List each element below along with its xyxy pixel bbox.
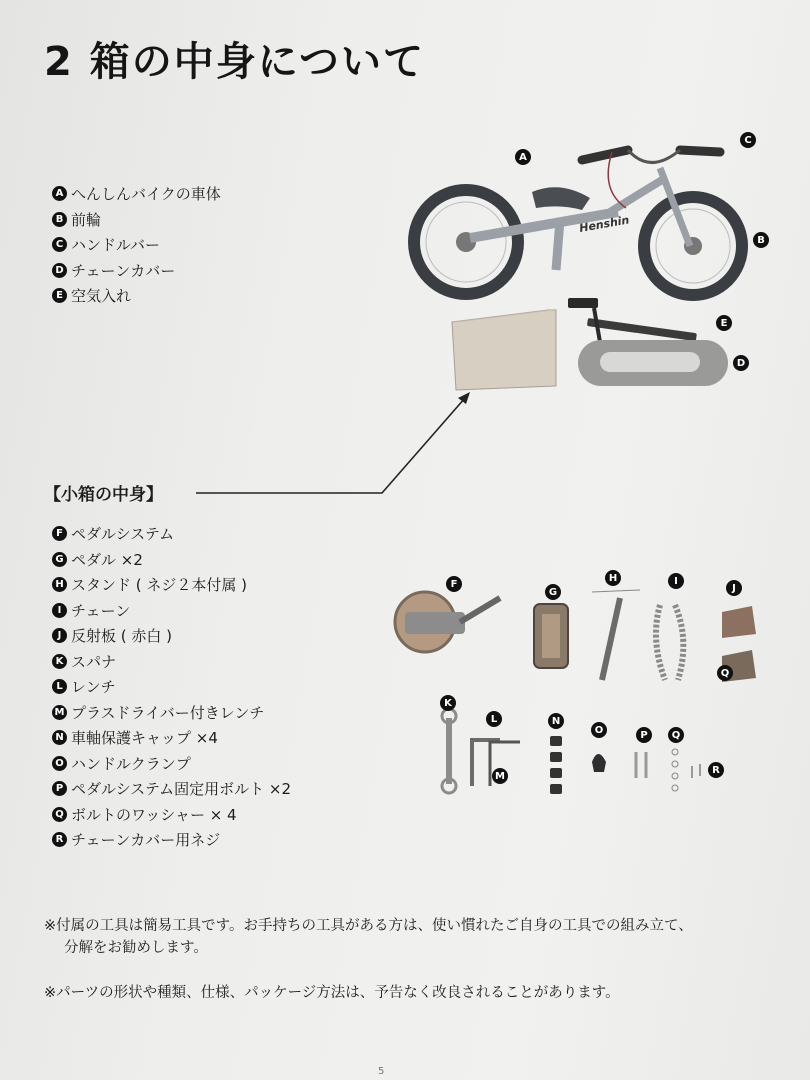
item-label: ペダルシステム固定用ボルト ×2	[71, 780, 292, 799]
clamp-image	[592, 754, 606, 772]
bike-image	[414, 150, 742, 295]
item-label: チェーン	[71, 601, 131, 620]
letter-badge: F	[52, 526, 67, 541]
callout-k: K	[440, 695, 456, 711]
washers-image	[672, 749, 678, 791]
callout-n: N	[548, 713, 564, 729]
small-box-heading: 【小箱の中身】	[44, 485, 163, 505]
leader-arrow	[196, 392, 470, 493]
callout-q2: Q	[717, 665, 733, 681]
callout-o: O	[591, 722, 607, 738]
item-label: ハンドルクランプ	[71, 754, 191, 773]
item-label: 空気入れ	[71, 287, 132, 306]
letter-badge: P	[52, 781, 67, 796]
letter-badge: A	[52, 186, 67, 201]
item-label: へんしんバイクの車体	[71, 185, 221, 204]
callout-i: I	[668, 573, 684, 589]
callout-m: M	[492, 768, 508, 784]
letter-badge: M	[52, 705, 67, 720]
letter-badge: G	[52, 552, 67, 567]
small-box-image	[452, 310, 556, 390]
letter-badge: E	[52, 288, 67, 303]
callout-e: E	[716, 315, 732, 331]
callout-f: F	[446, 576, 462, 592]
item-label: プラスドライバー付きレンチ	[71, 703, 265, 722]
item-label: チェーンカバー用ネジ	[71, 831, 221, 850]
bolts-image	[636, 752, 646, 778]
pedal-system-image	[395, 592, 500, 652]
letter-badge: H	[52, 577, 67, 592]
axle-caps-image	[550, 736, 562, 794]
item-label: レンチ	[71, 678, 116, 697]
page-number: 5	[378, 1066, 385, 1077]
callout-a: A	[515, 149, 531, 165]
spanner-image	[442, 709, 456, 793]
letter-badge: D	[52, 263, 67, 278]
note-tools	[44, 915, 693, 959]
letter-badge: Q	[52, 807, 67, 822]
letter-badge: N	[52, 730, 67, 745]
item-label: スタンド ( ネジ２本付属 )	[71, 576, 248, 595]
callout-l: L	[486, 711, 502, 727]
callout-b: B	[753, 232, 769, 248]
letter-badge: C	[52, 237, 67, 252]
letter-badge: R	[52, 832, 67, 847]
item-label: 車軸保護キャップ ×4	[71, 729, 218, 748]
bike-brand: Henshin	[578, 213, 631, 235]
note-parts: ※パーツの形状や種類、仕様、パッケージ方法は、予告なく改良されることがあります。	[44, 985, 620, 1001]
screws-image	[692, 764, 700, 778]
callout-d: D	[733, 355, 749, 371]
letter-badge: I	[52, 603, 67, 618]
item-label: ペダル ×2	[71, 550, 143, 569]
pedal-image	[534, 604, 568, 668]
letter-badge: L	[52, 679, 67, 694]
item-label: ボルトのワッシャー × 4	[71, 805, 237, 824]
callout-p: P	[636, 727, 652, 743]
item-label: チェーンカバー	[71, 261, 176, 280]
note-tools-line1: ※付属の工具は簡易工具です。お手持ちの工具がある方は、使い慣れたご自身の工具での組み立て、	[44, 918, 693, 934]
page-title: 2 箱の中身について	[44, 39, 425, 85]
stand-image	[592, 590, 640, 680]
callout-g: G	[545, 584, 561, 600]
chain-image	[656, 605, 683, 680]
letter-badge: O	[52, 756, 67, 771]
callout-h: H	[605, 570, 621, 586]
item-label: 前輪	[71, 210, 102, 229]
item-label: スパナ	[71, 652, 117, 671]
letter-badge: J	[52, 628, 67, 643]
item-label: 反射板 ( 赤白 )	[71, 627, 173, 646]
callout-r: R	[708, 762, 724, 778]
letter-badge: B	[52, 212, 67, 227]
chain-cover-image	[578, 340, 728, 386]
pump-image	[568, 298, 697, 342]
note-tools-line2: 分解をお勧めします。	[64, 940, 208, 956]
callout-q: Q	[668, 727, 684, 743]
item-label: ペダルシステム	[71, 525, 175, 544]
letter-badge: K	[52, 654, 67, 669]
callout-j: J	[726, 580, 742, 596]
item-label: ハンドルバー	[71, 236, 160, 255]
callout-c: C	[740, 132, 756, 148]
